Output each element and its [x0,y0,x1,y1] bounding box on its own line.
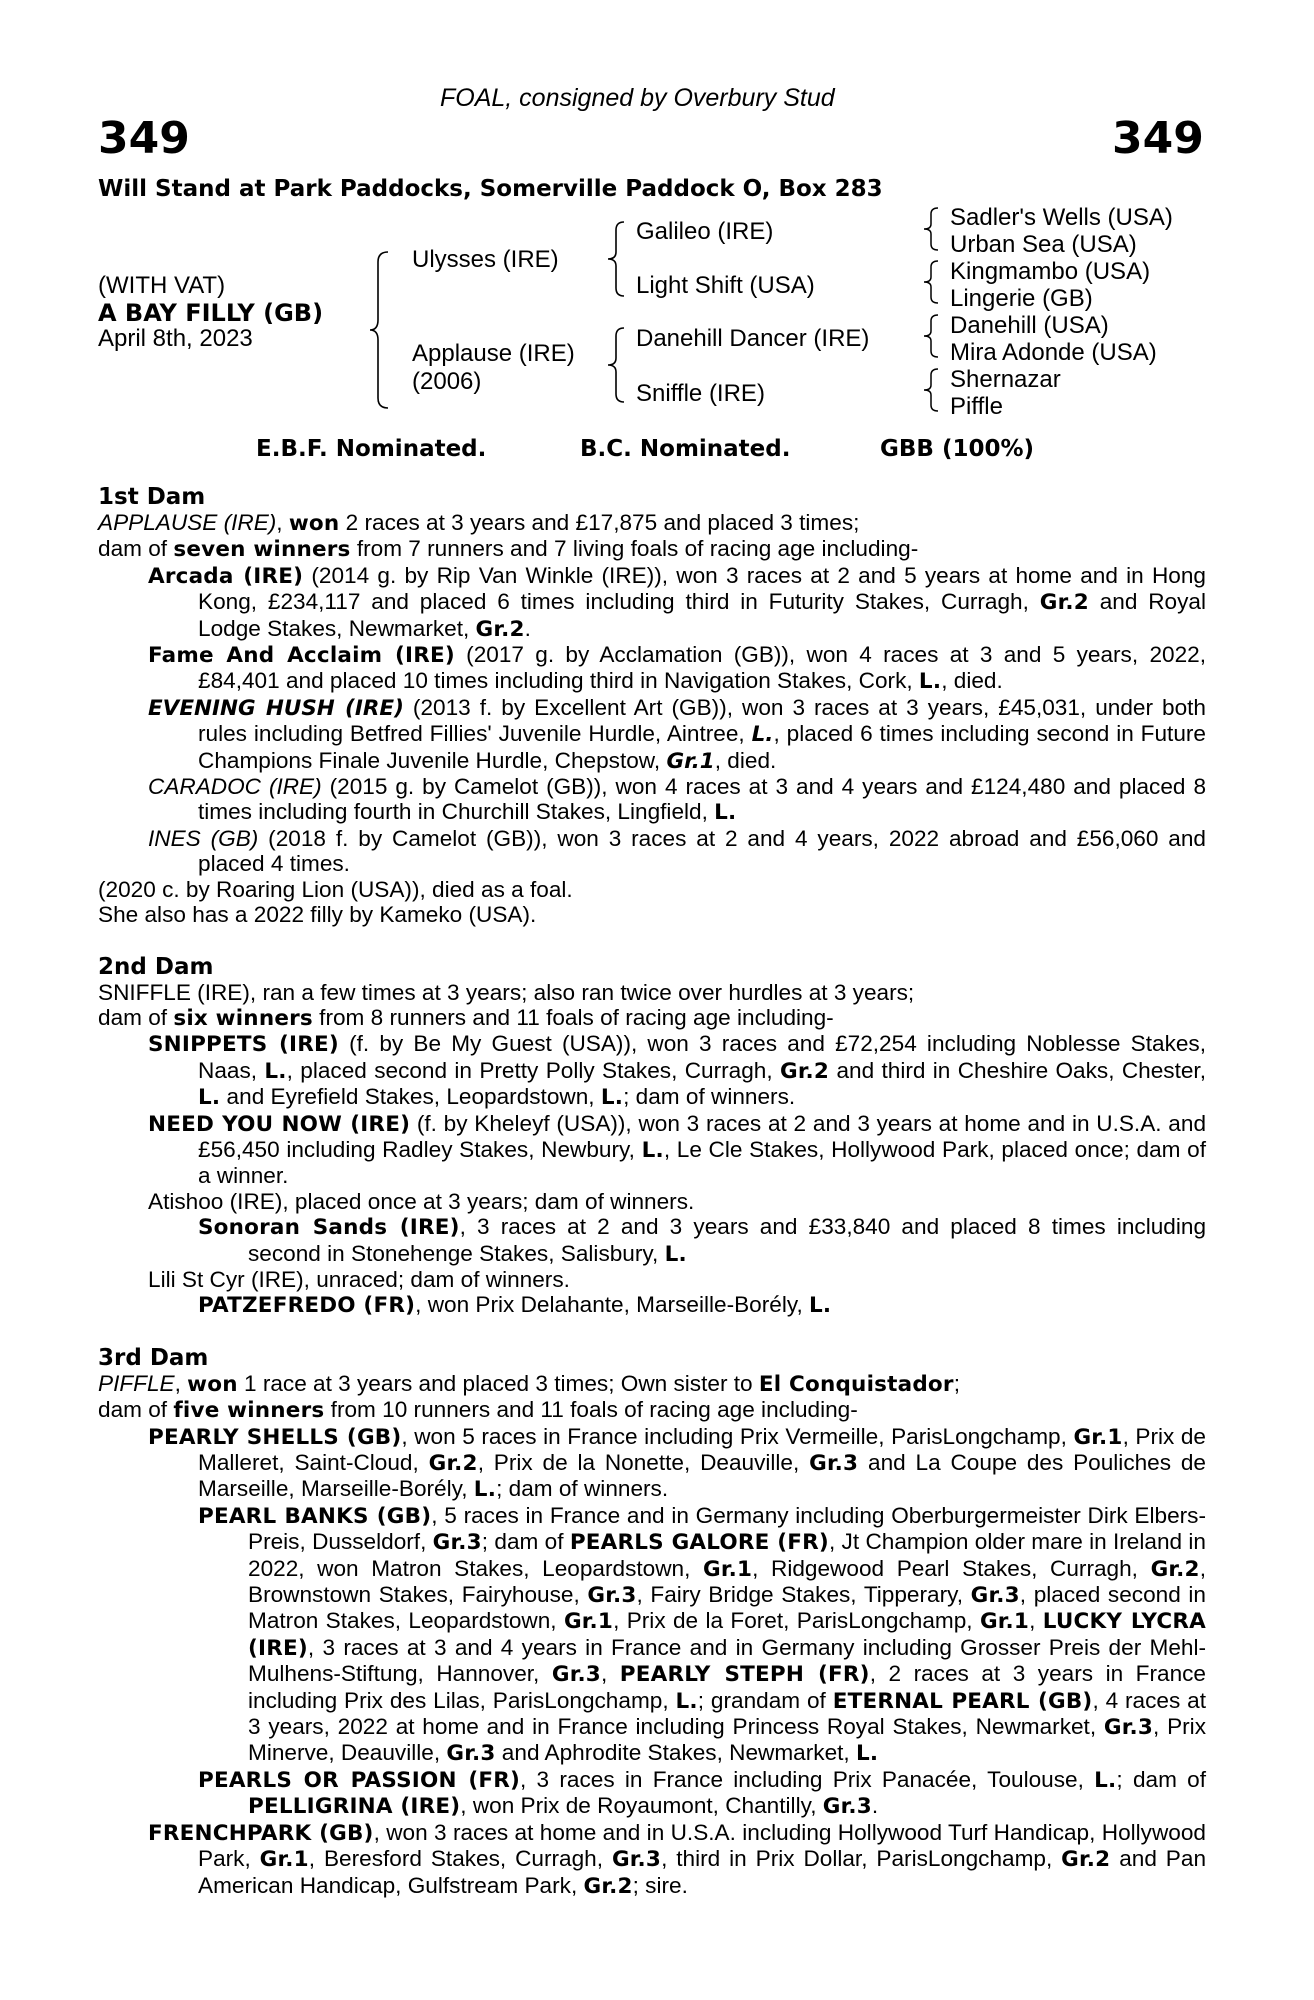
text-run: Atishoo (IRE), placed once at 3 years; dam of winners. [148,1188,695,1214]
first-dam-heading: 1st Dam [98,484,206,510]
gen3-2: Urban Sea (USA) [950,231,1137,258]
produce-frenchpark [98,1820,1206,1899]
text-run: 1 race at 3 years and placed 3 times; Own sister to [237,1370,759,1396]
produce-2020-colt [98,877,1206,902]
gen3-6: Mira Adonde (USA) [950,339,1157,366]
text-run: SNIFFLE (IRE), ran a few times at 3 years; also ran twice over hurdles at 3 years; [98,979,915,1005]
text-run: L. [664,1241,687,1267]
text-run: Gr.2 [475,616,525,642]
text-run: , died. [714,747,777,773]
text-run: Gr.2 [1061,1847,1111,1873]
text-run: Fame And Acclaim (IRE) [148,643,455,669]
text-run: L. [641,1137,664,1163]
text-run: dam of [98,536,174,562]
text-run: L. [473,1477,497,1503]
text-run: , Prix de la Foret, ParisLongchamp, [613,1608,980,1634]
text-run: (2013 f. by Excellent Art (GB)), won 3 races at 3 years, £45,031, under both rules including Betfred Fillies' Juvenile Hurdle, Aintree, [198,694,1206,747]
text-run: (2020 c. by Roaring Lion (USA)), died as a foal. [98,876,573,902]
text-run: (2018 f. by Camelot (GB)), won 3 races at 2 and 4 years, 2022 abroad and £56,060 and placed 4 times. [198,825,1206,877]
text-run: , [600,1661,620,1687]
first-dam-summary: APPLAUSE (IRE), won 2 races at 3 years and £17,875 and placed 3 times; [98,510,860,536]
text-run: six winners [173,1005,313,1031]
dam-sire: Danehill Dancer (IRE) [636,325,870,352]
produce-fame-and-acclaim [98,642,1206,695]
produce-evening-hush [98,695,1206,774]
text-run: Gr.3 [1103,1715,1154,1741]
produce-sonoran-sands [98,1214,1206,1267]
family-details [98,484,1206,1899]
pedigree-brace-dam [606,326,626,404]
produce-pearl-banks [98,1503,1206,1767]
text-run: ; dam of winners. [496,1476,669,1502]
text-run: , 3 races in France including Prix Panacée, Toulouse, [520,1766,1095,1792]
bc-nomination: B.C. Nominated. [580,436,791,462]
produce-pearly-shells [98,1424,1206,1503]
text-run: ; dam of [1116,1766,1206,1792]
gbb-status: GBB (100%) [880,436,1035,462]
text-run: won [187,1371,238,1397]
text-run: dam of [98,1004,174,1030]
text-run: LUCKY LYCRA (IRE) [248,1609,1207,1661]
pedigree-brace-ds [922,313,940,359]
text-run: Gr.3 [432,1530,482,1556]
pedigree-brace-sd [922,259,940,305]
text-run: , Ridgewood Pearl Stakes, Curragh, [752,1555,1151,1581]
third-dam-produce-summary [98,1397,1206,1423]
gen3-8: Piffle [950,393,1003,420]
text-run: Gr.2 [583,1873,633,1899]
text-run: , won Prix Delahante, Marseille-Borély, [415,1292,810,1318]
text-run: PEARLS GALORE (FR) [569,1530,829,1556]
text-run: (2014 g. by Rip Van Winkle (IRE)), won 3 races at 2 and 5 years at home and in Hong Kong, £234,117 and placed 6 times including third in Futurity Stakes, Curragh, [198,562,1206,615]
text-run: and Pan American Handicap, Gulfstream Park, [198,1846,1207,1898]
text-run: Gr.1 [666,748,715,774]
text-run: INES (GB) [148,825,259,851]
text-run: won [288,511,340,536]
text-run: L. [809,1293,832,1319]
first-dam-produce-summary [98,536,1206,562]
dam-year: (2006) [412,368,482,395]
text-run: and Royal Lodge Stakes, Newmarket, [198,589,1207,641]
text-run: , Prix Minerve, Deauville, [248,1714,1206,1766]
text-run: (2015 g. by Camelot (GB)), won 4 races at 3 and 4 years and £124,480 and placed 8 times including fourth in Churchill Stakes, Lingfield, [198,774,1207,825]
text-run: L. [918,669,942,695]
produce-need-you-now [98,1111,1206,1189]
text-run: Arcada (IRE) [148,563,304,589]
text-run: L. [1094,1767,1117,1793]
sire-dam: Light Shift (USA) [636,272,815,299]
produce-patzefredo [98,1292,1206,1318]
text-run: (f. by Kheleyf (USA)), won 3 races at 2 and 3 years at home and in U.S.A. and £56,450 including Radley Stakes, Newbury, [198,1110,1207,1162]
text-run: She also has a 2022 filly by Kameko (USA). [98,902,537,928]
text-run: ETERNAL PEARL (GB) [832,1688,1093,1714]
text-run: L. [198,1085,221,1111]
text-run: SNIPPETS (IRE) [148,1032,339,1058]
text-run: PELLIGRINA (IRE) [248,1794,461,1820]
text-run: ; sire. [632,1872,688,1898]
text-run: EVENING HUSH (IRE) [148,695,404,721]
text-run: L. [264,1058,287,1084]
text-run: L. [714,800,737,826]
pedigree-brace-main [370,250,390,410]
text-run: L. [751,722,774,748]
text-run: (f. by Be My Guest (USA)), won 3 races and £72,254 including Noblesse Stakes, Naas, [198,1031,1207,1083]
text-run: , Jt Champion older mare in Ireland in 2022, won Matron Stakes, Leopardstown, [248,1529,1206,1581]
text-run: , [1029,1608,1043,1634]
text-run: , 3 races at 3 and 4 years in France and in Germany including Grosser Preis der Mehl-Mulhens-Stiftung, Hannover, [248,1634,1206,1687]
text-run: . [524,615,531,641]
text-run: from 10 runners and 11 foals of racing age including- [324,1397,858,1423]
text-run: five winners [173,1398,325,1424]
pedigree-brace-ss [922,206,940,252]
produce-ines [98,826,1206,877]
text-run: El Conquistador [758,1371,954,1397]
text-run: Gr.1 [1073,1424,1123,1450]
text-run: Gr.3 [809,1451,859,1476]
text-run: Gr.3 [970,1583,1020,1609]
dam-dam: Sniffle (IRE) [636,380,765,407]
third-dam-summary: PIFFLE, won 1 race at 3 years and placed 3 times; Own sister to El Conquistador; [98,1370,960,1397]
text-run: 2 races at 3 years and £17,875 and placed 3 times; [339,510,860,535]
text-run: and Eyrefield Stakes, Leopardstown, [220,1084,601,1110]
text-run: PEARLY STEPH (FR) [619,1662,870,1688]
text-run: L. [855,1741,879,1767]
text-run: Lili St Cyr (IRE), unraced; dam of winners. [148,1266,570,1292]
text-run: , won 5 races in France including Prix Vermeille, ParisLongchamp, [401,1423,1074,1449]
pedigree-brace-sire [606,220,626,298]
second-dam-produce-summary [98,1005,1206,1031]
text-run: Gr.3 [822,1794,872,1820]
text-run: , 3 races at 2 and 3 years and £33,840 and placed 8 times including second in Stonehenge Stakes, Salisbury, [248,1214,1207,1266]
pedigree-brace-dd [922,367,940,413]
foaling-date: April 8th, 2023 [98,325,253,352]
text-run: , won Prix de Royaumont, Chantilly, [460,1793,823,1819]
text-run: NEED YOU NOW (IRE) [148,1111,411,1137]
third-dam-heading: 3rd Dam [98,1344,209,1371]
text-run: Gr.3 [551,1662,601,1688]
text-run: , Prix de la Nonette, Deauville, [477,1450,810,1475]
dam-name: Applause (IRE) [412,340,575,367]
text-run: , placed 6 times including second in Future Champions Finale Juvenile Hurdle, Chepstow, [198,721,1206,773]
text-run: ; grandam of [697,1687,833,1713]
sire-name: Ulysses (IRE) [412,246,559,273]
text-run: , 4 races at 3 years, 2022 at home and in France including Princess Royal Stakes, Newmarket, [248,1687,1207,1740]
text-run: , won 3 races at home and in U.S.A. including Hollywood Turf Handicap, Hollywood Park, [198,1819,1206,1872]
produce-arcada [98,563,1206,642]
text-run: (2017 g. by Acclamation (GB)), won 4 races at 3 and 5 years, 2022, £84,401 and placed 10 times including third in Navigation Stakes, Cork, [198,642,1206,694]
text-run: from 7 runners and 7 living foals of racing age including- [350,536,919,562]
produce-snippets [98,1031,1206,1110]
text-run: , 2 races at 3 years in France including Prix des Lilas, ParisLongchamp, [248,1661,1207,1713]
gen3-1: Sadler's Wells (USA) [950,204,1173,231]
produce-2022-filly [98,902,1206,927]
text-run: PATZEFREDO (FR) [198,1293,416,1319]
text-run: Gr.2 [428,1451,478,1476]
text-run: , third in Prix Dollar, ParisLongchamp, [661,1846,1062,1872]
text-run: ; dam of [481,1529,570,1555]
text-run: ; dam of winners. [623,1084,796,1110]
text-run: and La Coupe des Pouliches de Marseille, Marseille-Borély, [198,1450,1206,1502]
text-run: FRENCHPARK (GB) [148,1820,374,1846]
vat-note: (WITH VAT) [98,272,226,299]
text-run: ; [953,1370,960,1396]
gen3-7: Shernazar [950,366,1061,393]
text-run: L. [600,1085,624,1111]
produce-pearls-or-passion [98,1767,1206,1820]
text-run: Gr.3 [611,1847,662,1873]
text-run: and Aphrodite Stakes, Newmarket, [495,1740,856,1766]
text-run: , Beresford Stakes, Curragh, [308,1846,612,1872]
horse-name: A BAY FILLY (GB) [98,299,324,327]
text-run: from 8 runners and 11 foals of racing age including- [312,1004,834,1030]
text-run: Gr.2 [1150,1556,1200,1582]
text-run: , 5 races in France and in Germany including Oberburgermeister Dirk Elbers-Preis, Dusseldorf, [248,1502,1206,1555]
text-run: PEARLS OR PASSION (FR) [198,1767,521,1793]
text-run: , Le Cle Stakes, Hollywood Park, placed once; dam of a winner. [198,1136,1207,1189]
text-run: L. [675,1688,698,1714]
text-run: . [871,1793,879,1819]
text-run: PEARLY SHELLS (GB) [148,1424,402,1450]
text-run: APPLAUSE (IRE) [98,510,277,535]
produce-caradoc [98,774,1206,826]
text-run: Gr.1 [979,1609,1030,1635]
text-run: Gr.3 [446,1741,496,1767]
text-run: Gr.1 [703,1556,753,1582]
stand-location: Will Stand at Park Paddocks, Somerville Paddock O, Box 283 [98,176,883,202]
text-run: dam of [98,1397,174,1423]
text-run: Gr.1 [259,1847,309,1873]
consignor-line: FOAL, consigned by Overbury Stud [440,84,835,112]
text-run: , died. [941,668,1003,694]
text-run: , Brownstown Stakes, Fairyhouse, [248,1555,1206,1608]
second-dam-heading: 2nd Dam [98,953,214,980]
lot-number-right: 349 [1112,113,1204,164]
text-run: , Prix de Malleret, Saint-Cloud, [198,1423,1206,1475]
text-run: , placed second in Pretty Polly Stakes, Curragh, [286,1057,780,1083]
gen3-4: Lingerie (GB) [950,285,1093,312]
text-run: PEARL BANKS (GB) [198,1503,432,1529]
text-run: Sonoran Sands (IRE) [198,1215,460,1241]
text-run: , Fairy Bridge Stakes, Tipperary, [636,1582,971,1608]
ebf-nomination: E.B.F. Nominated. [256,436,487,462]
text-run: and third in Cheshire Oaks, Chester, [829,1057,1206,1083]
text-run: seven winners [173,537,351,563]
gen3-5: Danehill (USA) [950,312,1109,339]
text-run: Gr.2 [1039,590,1089,616]
produce-lili-st-cyr [98,1267,1206,1292]
sire-sire: Galileo (IRE) [636,218,774,245]
text-run: , placed second in Matron Stakes, Leopardstown, [248,1582,1207,1634]
text-run: PIFFLE [98,1370,175,1396]
gen3-3: Kingmambo (USA) [950,258,1151,285]
text-run: CARADOC (IRE) [148,774,322,800]
text-run: Gr.2 [779,1058,830,1084]
produce-atishoo [98,1189,1206,1214]
second-dam-summary [98,980,1206,1005]
text-run: Gr.1 [563,1609,614,1635]
lot-number-left: 349 [98,113,190,164]
text-run: Gr.3 [587,1583,637,1609]
